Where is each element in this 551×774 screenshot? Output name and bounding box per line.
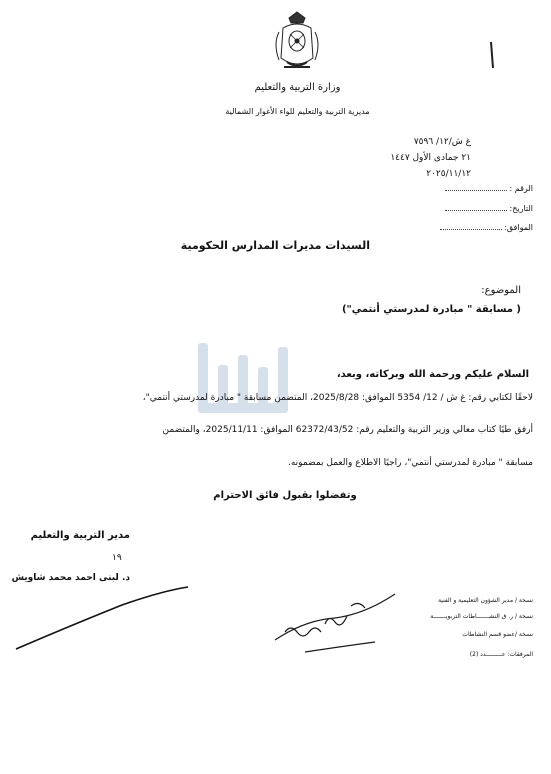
signature-stroke — [12, 585, 192, 655]
closing-line: وتفضلوا بقبول فائق الاحترام — [213, 490, 357, 501]
body-line-2: أرفق طيًا كتاب معالي وزير التربية والتعليم رقم: 62372/43/52 الموافق: 2025/11/11، والمتضمن — [162, 425, 533, 435]
copy-line-2: نسخة / ر. ق النشـــــــاطات التربويـــــــة — [430, 613, 533, 620]
hijri-date: ٢١ جمادى الأول ١٤٤٧ — [390, 153, 471, 163]
signature-digits: ١٩ — [112, 553, 122, 563]
subject-label: الموضوع: — [481, 285, 521, 296]
signatory-title: مدير التربية والتعليم — [30, 530, 130, 541]
copy-line-1: نسخة / مدير الشؤون التعليمية و الفنية — [438, 597, 533, 604]
addressee: السيدات مديرات المدارس الحكومية — [180, 239, 370, 252]
jordan-coat-of-arms-icon — [270, 10, 324, 80]
signatory-name: د. لبنى احمد محمد شاويش — [11, 573, 130, 583]
number-label: الرقم : — [509, 184, 533, 193]
number-dotted-line — [445, 182, 507, 191]
scan-mark — [488, 40, 496, 70]
gregorian-date: ٢٠٢٥/١١/١٢ — [426, 169, 471, 179]
subject-text: ( مسابقة " مبادرة لمدرستي أنتمي") — [341, 304, 521, 315]
greeting: السلام عليكم ورحمة الله وبركاته، وبعد، — [336, 369, 529, 380]
news-site-watermark-logo-icon — [190, 337, 300, 423]
copy-line-3: نسخة /عضو قسم النشاطات — [462, 631, 533, 638]
corresponding-dotted-line — [440, 221, 502, 230]
ministry-name: وزارة التربية والتعليم — [254, 82, 341, 93]
date-field — [445, 202, 533, 213]
corresponding-label: الموافق: — [504, 223, 533, 232]
date-label: التاريخ: — [509, 204, 533, 213]
corresponding-field — [440, 221, 533, 232]
handwritten-initials — [265, 580, 415, 670]
number-field — [445, 182, 533, 193]
date-dotted-line — [445, 202, 507, 211]
body-line-3: مسابقة " مبادرة لمدرستي أنتمي"، راجيًا الاطلاع والعمل بمضمونه. — [287, 458, 533, 468]
body-line-1: لاحقًا لكتابي رقم: غ ش / 12/ 5354 الموافق: 2025/8/28، المتضمن مسابقة " مبادرة لمدرستي أنتمي"، — [142, 393, 533, 403]
attachments-line: المرفقات: عـــــــــدد (2) — [469, 651, 533, 658]
reference-number: غ ش/١٢/ ٧٥٩٦ — [413, 137, 471, 147]
directorate-name: مديرية التربية والتعليم للواء الأغوار الشمالية — [225, 107, 370, 116]
